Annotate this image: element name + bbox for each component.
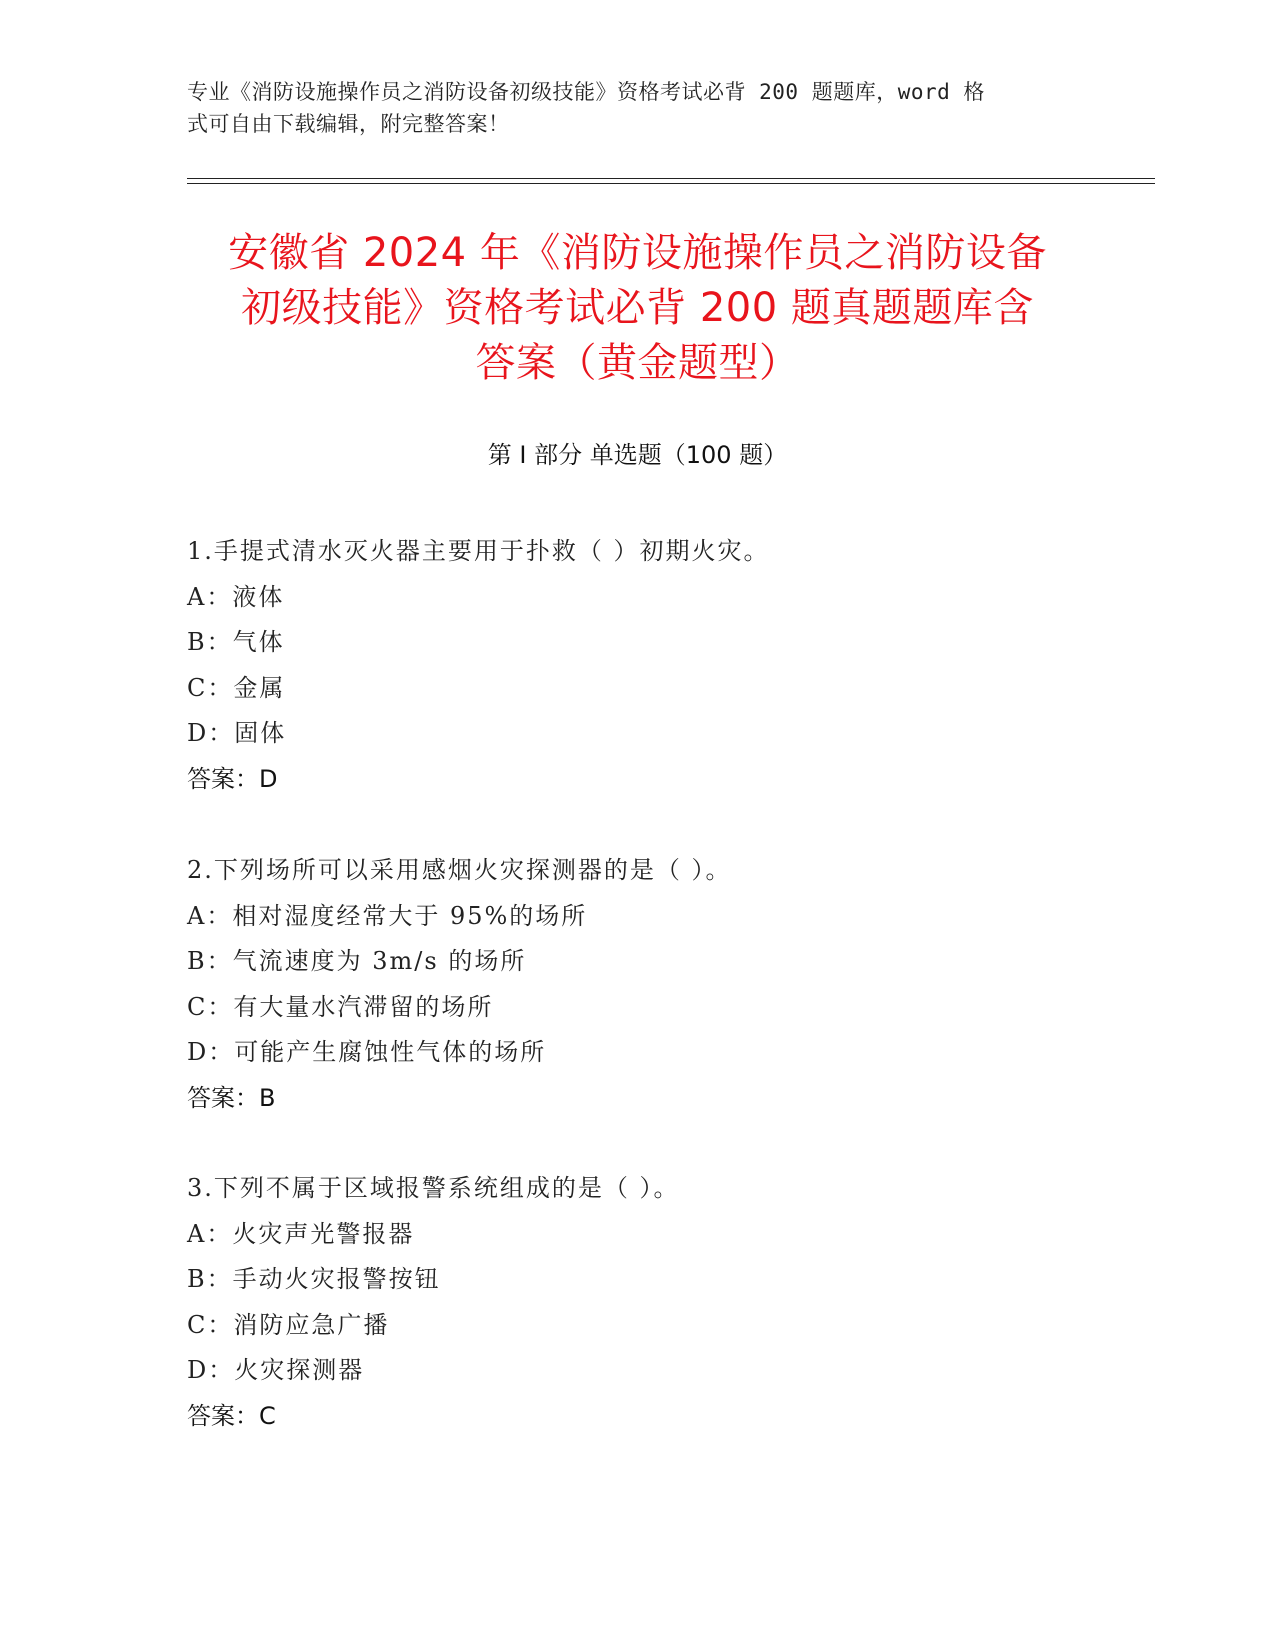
option-a: A：相对湿度经常大于 95%的场所 — [187, 901, 588, 930]
answer-line: 答案：B — [187, 1083, 276, 1112]
header-divider-bottom — [187, 183, 1155, 184]
question-block — [187, 1166, 1187, 1439]
option-c: C：消防应急广播 — [187, 1310, 390, 1339]
answer-line: 答案：D — [187, 764, 278, 793]
section-heading: 第 I 部分 单选题（100 题） — [487, 441, 788, 469]
header-note-line-1: 专业《消防设施操作员之消防设备初级技能》资格考试必背 200 题题库，word 格 — [187, 80, 985, 104]
option-b: B：气体 — [187, 628, 285, 656]
header-note — [187, 76, 1067, 140]
option-a: A：液体 — [187, 582, 285, 611]
document-title-line-3: 答案（黄金题型） — [475, 340, 800, 386]
option-d: D：可能产生腐蚀性气体的场所 — [187, 1038, 547, 1066]
question-stem: 2.下列场所可以采用感烟火灾探测器的是（ ）。 — [187, 856, 732, 884]
document-title-line-1: 安徽省 2024 年《消防设施操作员之消防设备 — [228, 230, 1047, 276]
question-stem: 1.手提式清水灭火器主要用于扑救（ ）初期火灾。 — [187, 537, 770, 565]
answer-line: 答案：C — [187, 1401, 276, 1430]
option-b: B：手动火灾报警按钮 — [187, 1265, 441, 1293]
option-a: A：火灾声光警报器 — [187, 1219, 415, 1248]
question-stem: 3.下列不属于区域报警系统组成的是（ ）。 — [187, 1174, 680, 1202]
option-b: B：气流速度为 3m/s 的场所 — [187, 947, 527, 975]
question-block — [187, 848, 1187, 1121]
option-c: C：金属 — [187, 673, 286, 702]
question-block — [187, 529, 1187, 802]
option-d: D：火灾探测器 — [187, 1356, 365, 1384]
document-title-line-2: 初级技能》资格考试必背 200 题真题题库含 — [241, 285, 1034, 331]
header-note-line-2: 式可自由下载编辑，附完整答案！ — [187, 112, 510, 136]
option-c: C：有大量水汽滞留的场所 — [187, 992, 494, 1021]
header-divider-top — [187, 178, 1155, 179]
option-d: D：固体 — [187, 719, 287, 747]
document-title — [150, 226, 1125, 391]
